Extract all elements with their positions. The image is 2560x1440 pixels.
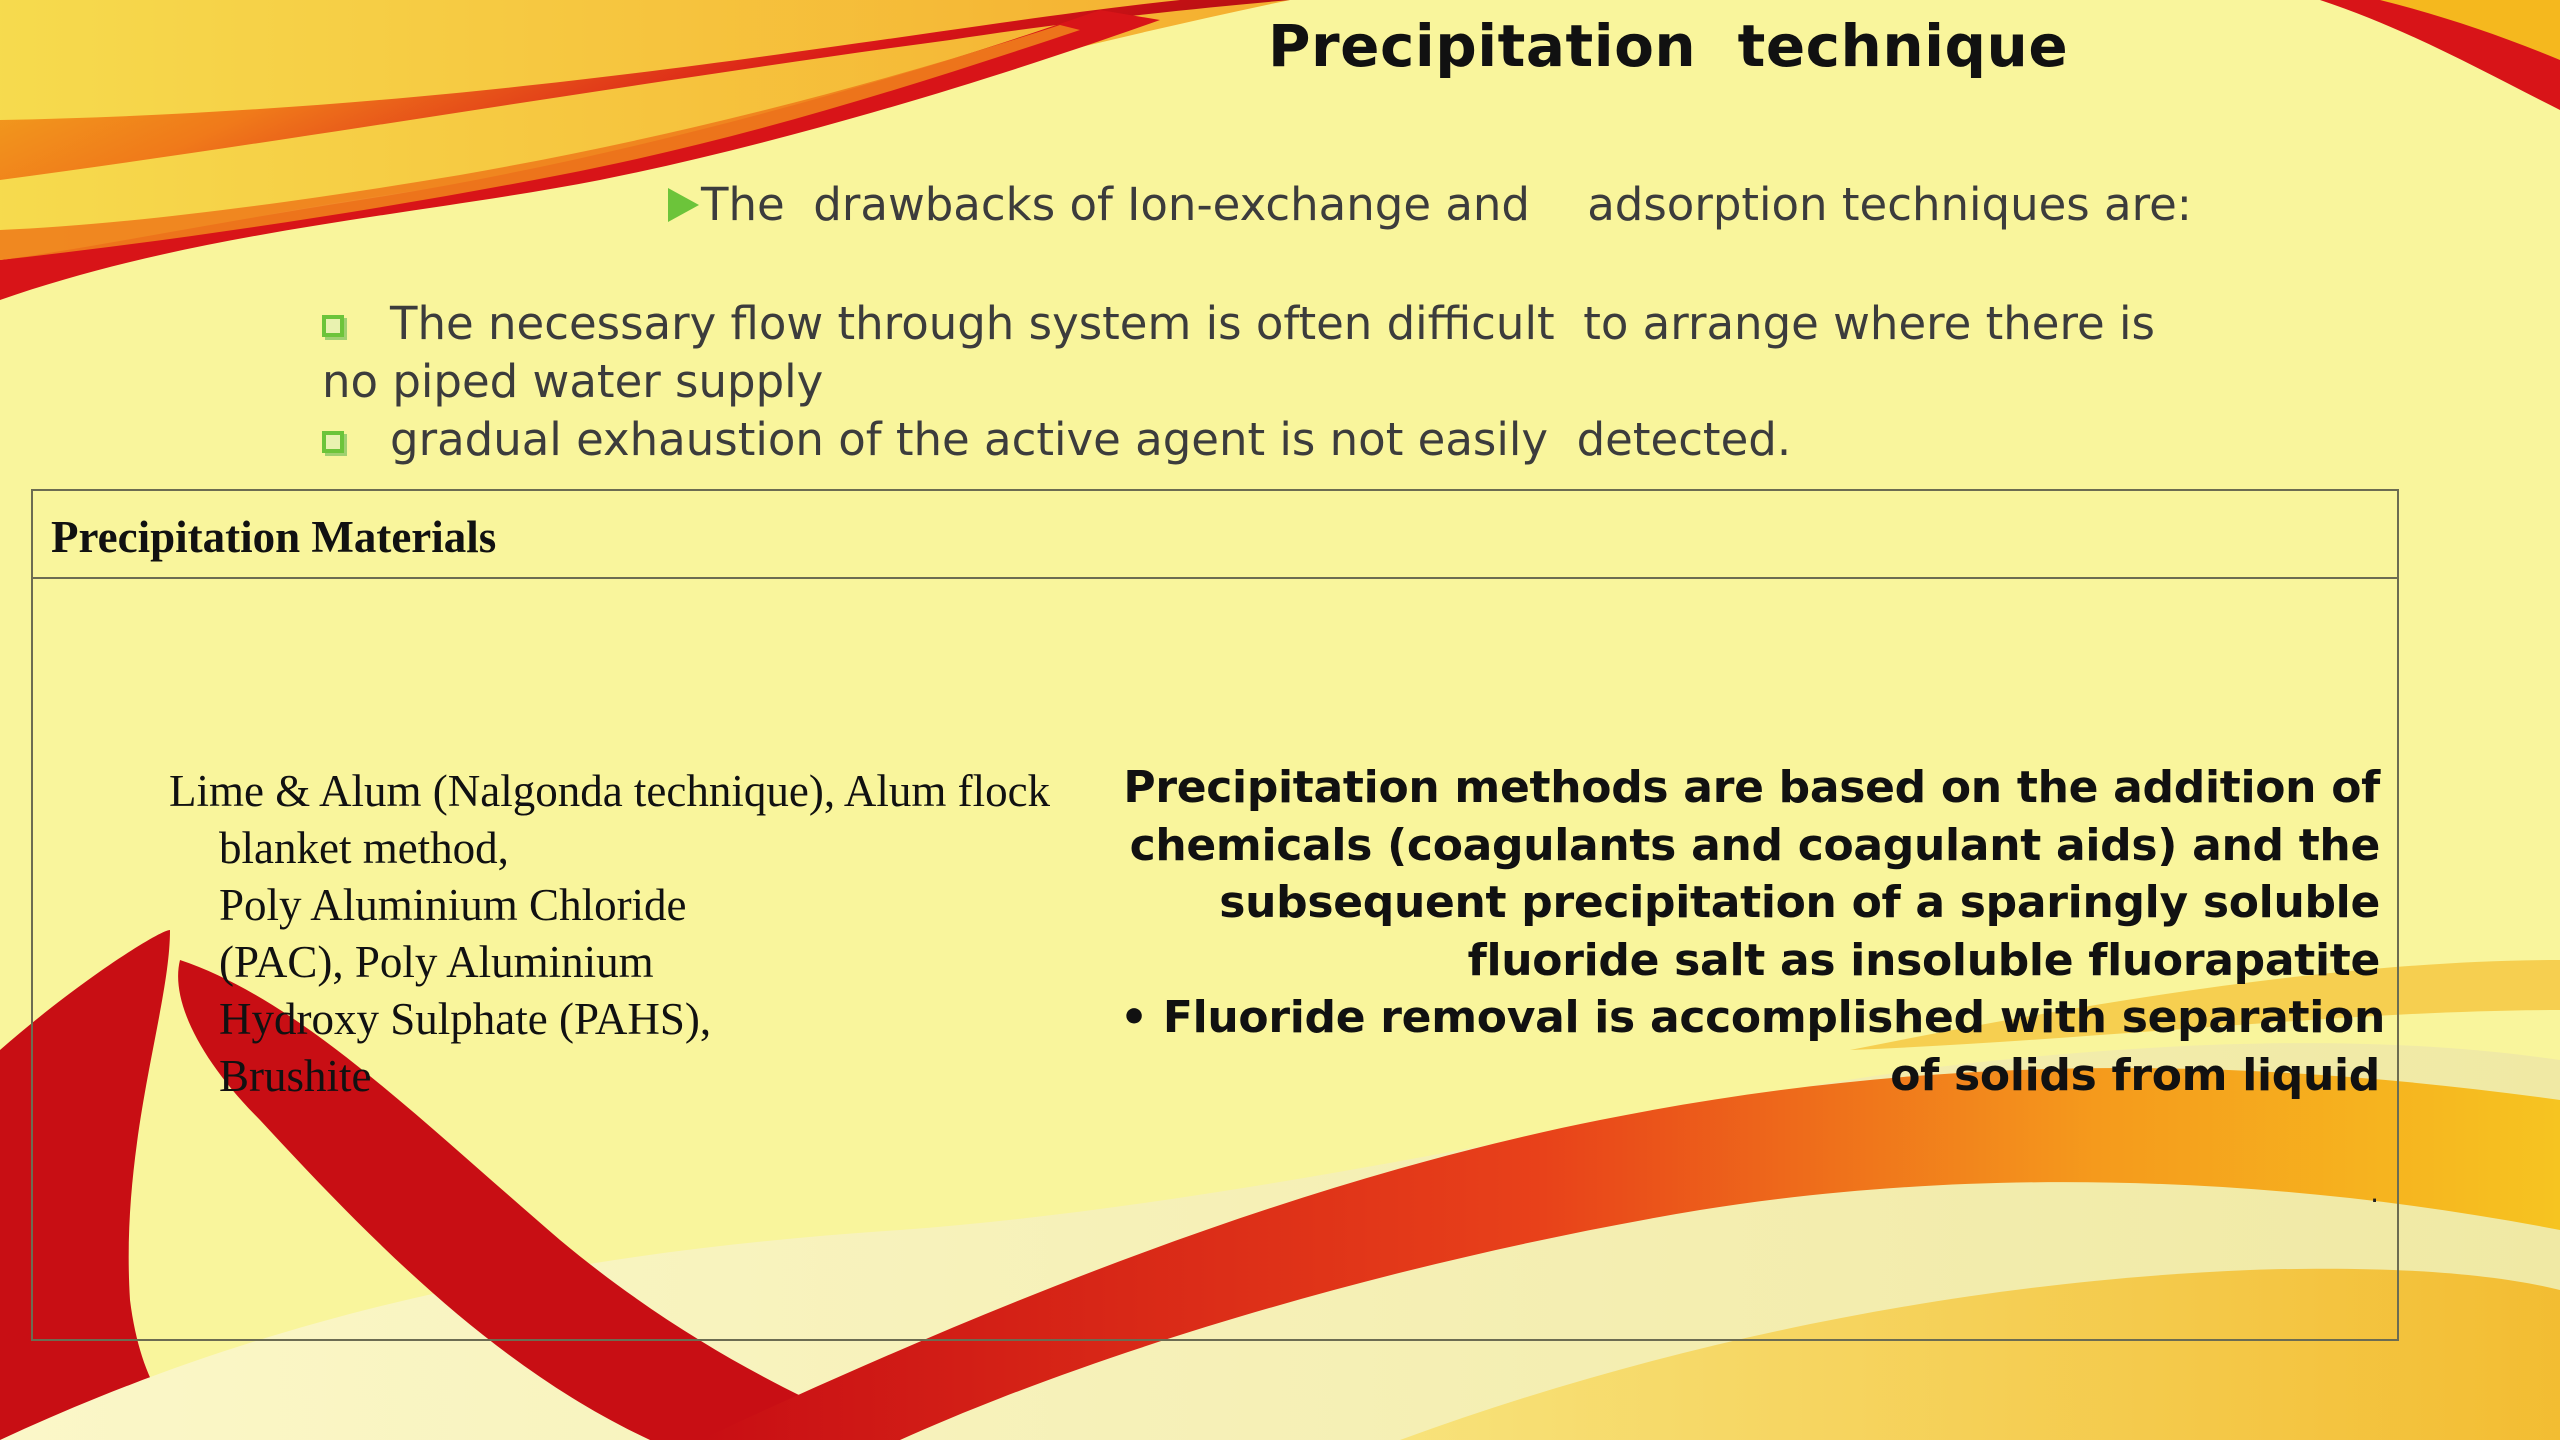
materials-line: Lime & Alum (Nalgonda technique), Alum flock (169, 766, 1051, 816)
materials-line: (PAC), Poly Aluminium (219, 937, 654, 987)
square-bullet-icon (322, 315, 344, 337)
bullet-item-continuation: no piped water supply (322, 355, 824, 408)
materials-list (169, 763, 1169, 1105)
bullet-text: The necessary flow through system is often difficult to arrange where there is (390, 297, 2155, 350)
bullet-item (322, 411, 2142, 469)
trailing-mark: . (2370, 1176, 2379, 1209)
bullet-item (322, 295, 2155, 353)
lead-text: The drawbacks of Ion-exchange and adsorption techniques are: (701, 178, 2192, 231)
square-bullet-icon (322, 431, 344, 453)
materials-line: blanket method, (219, 823, 509, 873)
slide-title: Precipitation technique (1268, 12, 2069, 80)
materials-line: Brushite (219, 1051, 372, 1101)
materials-line: Hydroxy Sulphate (PAHS), (219, 994, 712, 1044)
description-line: chemicals (coagulants and coagulant aids) and the (1129, 819, 2380, 871)
materials-table (31, 489, 2399, 1341)
description-line: fluoride salt as insoluble fluorapatite (1467, 934, 2380, 986)
description-line: of solids from liquid (1890, 1049, 2380, 1101)
method-description (1120, 759, 2385, 1104)
description-line: Precipitation methods are based on the addition of (1123, 762, 2380, 813)
table-header: Precipitation Materials (33, 491, 2397, 579)
bullet-text: gradual exhaustion of the active agent is not easily detected. (390, 413, 1792, 466)
materials-line: Poly Aluminium Chloride (219, 880, 687, 930)
description-line: • Fluoride removal is accomplished with separation (1120, 992, 2385, 1043)
description-line: subsequent precipitation of a sparingly soluble (1219, 877, 2380, 928)
bullet-list (322, 295, 2155, 469)
triangle-bullet-icon (668, 188, 699, 222)
lead-statement (668, 178, 2192, 231)
